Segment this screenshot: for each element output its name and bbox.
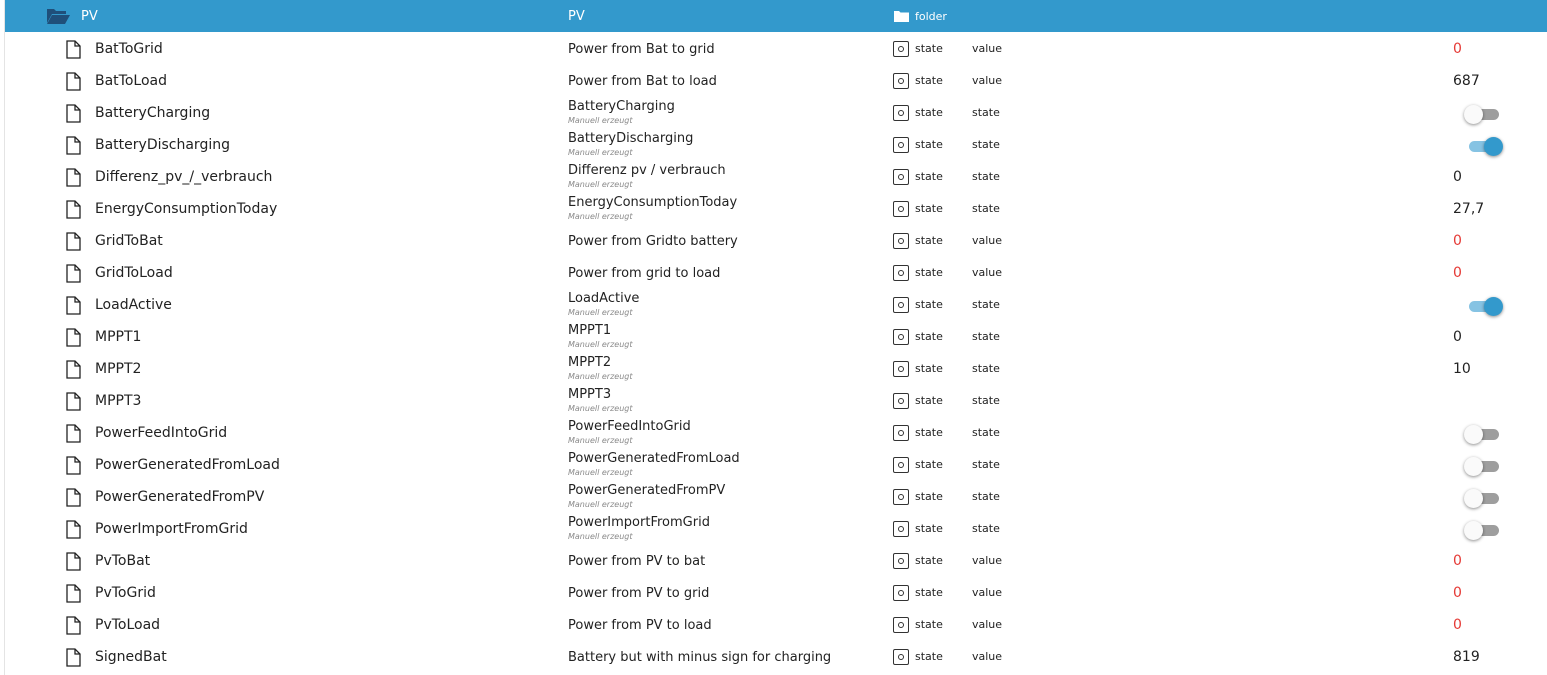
state-name: MPPT3 bbox=[95, 393, 142, 409]
state-row[interactable] bbox=[5, 257, 1547, 289]
folder-description: PV bbox=[568, 9, 585, 24]
state-type: state bbox=[915, 298, 943, 311]
toggle-knob[interactable] bbox=[1464, 457, 1483, 476]
state-role: value bbox=[972, 586, 1003, 599]
state-type-icon bbox=[893, 617, 909, 633]
state-value[interactable]: 0 bbox=[1453, 329, 1462, 345]
state-description: PowerGeneratedFromLoad bbox=[568, 451, 740, 466]
state-role: value bbox=[972, 618, 1003, 631]
state-toggle[interactable] bbox=[1464, 297, 1502, 315]
state-description: PowerFeedIntoGrid bbox=[568, 419, 691, 434]
state-origin-note: Manuell erzeugt bbox=[568, 500, 633, 509]
state-toggle[interactable] bbox=[1464, 521, 1502, 539]
state-role: state bbox=[972, 394, 1000, 407]
state-value[interactable]: 0 bbox=[1453, 265, 1462, 281]
file-icon bbox=[66, 392, 81, 411]
state-type: state bbox=[915, 74, 943, 87]
state-name: GridToLoad bbox=[95, 265, 173, 281]
folder-row-pv[interactable] bbox=[5, 0, 1547, 32]
toggle-knob[interactable] bbox=[1464, 425, 1483, 444]
state-type: state bbox=[915, 138, 943, 151]
state-type: state bbox=[915, 202, 943, 215]
state-role: state bbox=[972, 202, 1000, 215]
state-value[interactable]: 687 bbox=[1453, 73, 1480, 89]
state-type-icon bbox=[893, 457, 909, 473]
state-description: LoadActive bbox=[568, 291, 640, 306]
state-description: MPPT3 bbox=[568, 387, 612, 402]
state-type-icon bbox=[893, 41, 909, 57]
state-origin-note: Manuell erzeugt bbox=[568, 212, 633, 221]
state-type-icon bbox=[893, 425, 909, 441]
state-type: state bbox=[915, 650, 943, 663]
file-icon bbox=[66, 552, 81, 571]
state-role: state bbox=[972, 458, 1000, 471]
state-toggle[interactable] bbox=[1464, 457, 1502, 475]
object-tree bbox=[4, 0, 1547, 675]
state-name: EnergyConsumptionToday bbox=[95, 201, 278, 217]
file-icon bbox=[66, 520, 81, 539]
state-name: PowerGeneratedFromPV bbox=[95, 489, 265, 505]
state-name: BatteryCharging bbox=[95, 105, 211, 121]
file-icon bbox=[66, 104, 81, 123]
state-name: BatToLoad bbox=[95, 73, 167, 89]
file-icon bbox=[66, 424, 81, 443]
state-name: PvToBat bbox=[95, 553, 151, 569]
state-origin-note: Manuell erzeugt bbox=[568, 116, 633, 125]
state-role: state bbox=[972, 426, 1000, 439]
state-role: value bbox=[972, 74, 1003, 87]
state-name: PvToLoad bbox=[95, 617, 161, 633]
state-name: BatToGrid bbox=[95, 41, 163, 57]
toggle-knob[interactable] bbox=[1484, 297, 1503, 316]
state-toggle[interactable] bbox=[1464, 105, 1502, 123]
state-type-icon bbox=[893, 489, 909, 505]
state-type: state bbox=[915, 394, 943, 407]
state-description: Power from grid to load bbox=[568, 266, 721, 281]
state-value[interactable]: 819 bbox=[1453, 649, 1480, 665]
state-type-icon bbox=[893, 393, 909, 409]
state-origin-note: Manuell erzeugt bbox=[568, 436, 633, 445]
state-row[interactable] bbox=[5, 193, 1547, 225]
file-icon bbox=[66, 72, 81, 91]
state-type-icon bbox=[893, 361, 909, 377]
state-row[interactable] bbox=[5, 225, 1547, 257]
state-value[interactable]: 0 bbox=[1453, 169, 1462, 185]
state-type-icon bbox=[893, 329, 909, 345]
state-row[interactable] bbox=[5, 481, 1547, 513]
state-type: state bbox=[915, 330, 943, 343]
state-description: Power from Bat to load bbox=[568, 74, 717, 89]
state-type: state bbox=[915, 266, 943, 279]
state-type-icon bbox=[893, 169, 909, 185]
state-role: state bbox=[972, 298, 1000, 311]
state-type-icon bbox=[893, 297, 909, 313]
state-type-icon bbox=[893, 585, 909, 601]
state-role: state bbox=[972, 138, 1000, 151]
file-icon bbox=[66, 584, 81, 603]
state-description: EnergyConsumptionToday bbox=[568, 195, 738, 210]
file-icon bbox=[66, 168, 81, 187]
folder-icon bbox=[894, 10, 909, 22]
state-value[interactable]: 0 bbox=[1453, 41, 1462, 57]
state-row[interactable] bbox=[5, 129, 1547, 161]
state-description: BatteryCharging bbox=[568, 99, 675, 114]
file-icon bbox=[66, 488, 81, 507]
state-type: state bbox=[915, 170, 943, 183]
state-name: SignedBat bbox=[95, 649, 167, 665]
state-type: state bbox=[915, 618, 943, 631]
file-icon bbox=[66, 264, 81, 283]
state-toggle[interactable] bbox=[1464, 425, 1502, 443]
state-name: LoadActive bbox=[95, 297, 172, 313]
toggle-knob[interactable] bbox=[1464, 105, 1483, 124]
state-row[interactable] bbox=[5, 513, 1547, 545]
file-icon bbox=[66, 296, 81, 315]
state-row[interactable] bbox=[5, 161, 1547, 193]
folder-type: folder bbox=[915, 10, 947, 23]
state-type: state bbox=[915, 362, 943, 375]
state-type-icon bbox=[893, 73, 909, 89]
state-role: value bbox=[972, 266, 1003, 279]
state-origin-note: Manuell erzeugt bbox=[568, 404, 633, 413]
state-origin-note: Manuell erzeugt bbox=[568, 468, 633, 477]
file-icon bbox=[66, 360, 81, 379]
state-type: state bbox=[915, 490, 943, 503]
toggle-knob[interactable] bbox=[1464, 489, 1483, 508]
state-toggle[interactable] bbox=[1464, 489, 1502, 507]
state-role: value bbox=[972, 42, 1003, 55]
state-origin-note: Manuell erzeugt bbox=[568, 180, 633, 189]
state-role: state bbox=[972, 106, 1000, 119]
state-description: MPPT1 bbox=[568, 323, 612, 338]
state-value[interactable]: 0 bbox=[1453, 617, 1462, 633]
state-type: state bbox=[915, 586, 943, 599]
state-type-icon bbox=[893, 649, 909, 665]
state-name: PowerFeedIntoGrid bbox=[95, 425, 228, 441]
state-type-icon bbox=[893, 201, 909, 217]
state-name: BatteryDischarging bbox=[95, 137, 230, 153]
state-origin-note: Manuell erzeugt bbox=[568, 148, 633, 157]
state-type-icon bbox=[893, 137, 909, 153]
state-type: state bbox=[915, 426, 943, 439]
state-type-icon bbox=[893, 105, 909, 121]
state-origin-note: Manuell erzeugt bbox=[568, 532, 633, 541]
state-type-icon bbox=[893, 521, 909, 537]
state-role: state bbox=[972, 362, 1000, 375]
toggle-knob[interactable] bbox=[1484, 137, 1503, 156]
state-description: Power from PV to bat bbox=[568, 554, 706, 569]
toggle-knob[interactable] bbox=[1464, 521, 1483, 540]
state-role: state bbox=[972, 490, 1000, 503]
state-description: BatteryDischarging bbox=[568, 131, 694, 146]
state-row[interactable] bbox=[5, 609, 1547, 641]
state-description: MPPT2 bbox=[568, 355, 612, 370]
state-type: state bbox=[915, 458, 943, 471]
state-row[interactable] bbox=[5, 321, 1547, 353]
state-toggle[interactable] bbox=[1464, 137, 1502, 155]
folder-open-icon[interactable] bbox=[46, 7, 71, 25]
state-name: GridToBat bbox=[95, 233, 163, 249]
state-description: Battery but with minus sign for charging bbox=[568, 650, 832, 665]
state-origin-note: Manuell erzeugt bbox=[568, 308, 633, 317]
state-type: state bbox=[915, 522, 943, 535]
state-description: Power from PV to grid bbox=[568, 586, 710, 601]
state-description: Power from Gridto battery bbox=[568, 234, 738, 249]
state-description: PowerImportFromGrid bbox=[568, 515, 710, 530]
state-role: state bbox=[972, 170, 1000, 183]
state-value[interactable]: 0 bbox=[1453, 233, 1462, 249]
state-name: PvToGrid bbox=[95, 585, 156, 601]
state-row[interactable] bbox=[5, 65, 1547, 97]
state-role: state bbox=[972, 522, 1000, 535]
state-origin-note: Manuell erzeugt bbox=[568, 372, 633, 381]
state-row[interactable] bbox=[5, 417, 1547, 449]
state-row[interactable] bbox=[5, 577, 1547, 609]
state-row[interactable] bbox=[5, 353, 1547, 385]
state-origin-note: Manuell erzeugt bbox=[568, 340, 633, 349]
state-name: PowerImportFromGrid bbox=[95, 521, 248, 537]
state-type-icon bbox=[893, 265, 909, 281]
state-description: PowerGeneratedFromPV bbox=[568, 483, 726, 498]
state-row[interactable] bbox=[5, 385, 1547, 417]
state-role: value bbox=[972, 650, 1003, 663]
state-name: MPPT2 bbox=[95, 361, 142, 377]
state-name: Differenz_pv_/_verbrauch bbox=[95, 169, 273, 185]
state-description: Differenz pv / verbrauch bbox=[568, 163, 726, 178]
state-row[interactable] bbox=[5, 289, 1547, 321]
state-row[interactable] bbox=[5, 545, 1547, 577]
folder-name: PV bbox=[81, 9, 98, 24]
state-value[interactable]: 0 bbox=[1453, 585, 1462, 601]
file-icon bbox=[66, 232, 81, 251]
state-value[interactable]: 0 bbox=[1453, 553, 1462, 569]
file-icon bbox=[66, 648, 81, 667]
state-type-icon bbox=[893, 553, 909, 569]
state-role: value bbox=[972, 554, 1003, 567]
state-type: state bbox=[915, 234, 943, 247]
state-role: state bbox=[972, 330, 1000, 343]
file-icon bbox=[66, 328, 81, 347]
state-name: PowerGeneratedFromLoad bbox=[95, 457, 280, 473]
file-icon bbox=[66, 200, 81, 219]
state-type: state bbox=[915, 554, 943, 567]
state-row[interactable] bbox=[5, 449, 1547, 481]
file-icon bbox=[66, 136, 81, 155]
state-type-icon bbox=[893, 233, 909, 249]
file-icon bbox=[66, 40, 81, 59]
state-description: Power from PV to load bbox=[568, 618, 712, 633]
state-type: state bbox=[915, 42, 943, 55]
state-row[interactable] bbox=[5, 97, 1547, 129]
state-value[interactable]: 10 bbox=[1453, 361, 1471, 377]
state-row[interactable] bbox=[5, 641, 1547, 673]
file-icon bbox=[66, 456, 81, 475]
state-role: value bbox=[972, 234, 1003, 247]
state-row[interactable] bbox=[5, 33, 1547, 65]
file-icon bbox=[66, 616, 81, 635]
state-name: MPPT1 bbox=[95, 329, 142, 345]
state-value[interactable]: 27,7 bbox=[1453, 201, 1485, 217]
state-description: Power from Bat to grid bbox=[568, 42, 715, 57]
state-type: state bbox=[915, 106, 943, 119]
